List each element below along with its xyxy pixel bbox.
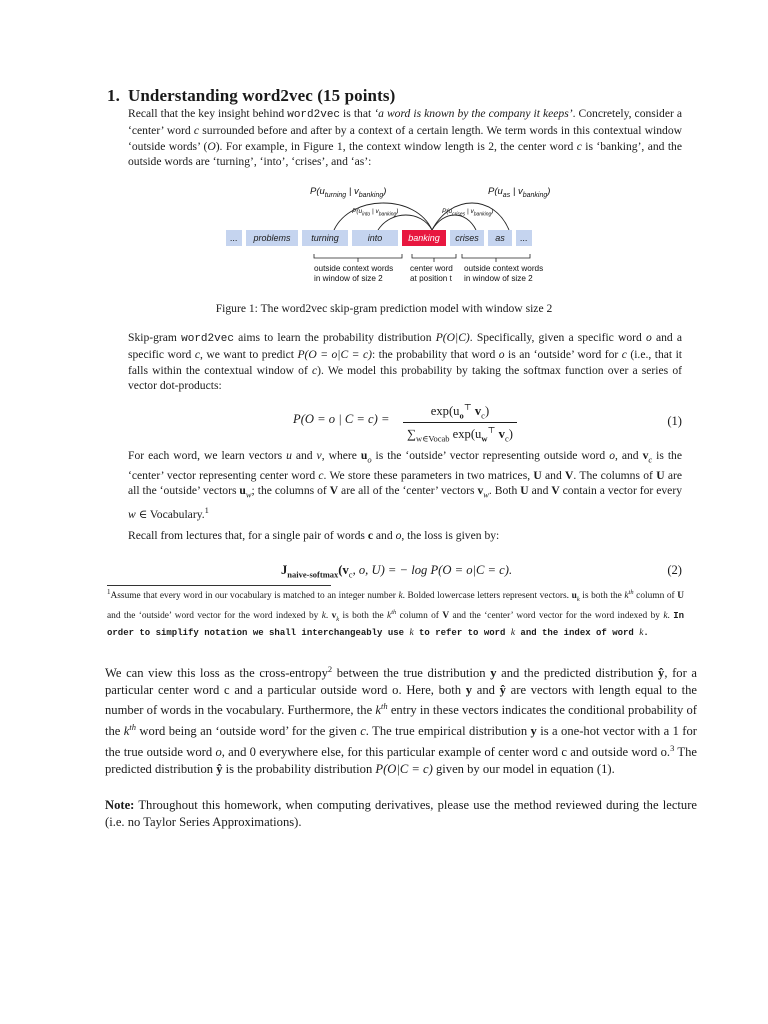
eq2-body — [281, 563, 512, 580]
text-run: and the ‘center’ word vector for the word indexed by — [449, 610, 664, 621]
text-run: contain a vector for every — [559, 484, 682, 498]
text-run: The predicted distribution — [105, 745, 697, 776]
math-var: k — [624, 591, 629, 602]
vectors-paragraph — [128, 448, 682, 522]
text-run: . Bolded lowercase letters represent vectors. — [402, 591, 572, 602]
text-run: and a specific word — [128, 331, 682, 362]
eq-text: , o, U) = − log P(O = o|C = c). — [352, 563, 513, 577]
math-expr: P(O = o|C = c) — [297, 348, 372, 362]
math-sub: k — [576, 596, 580, 603]
equation-1 — [128, 402, 682, 444]
prob-sub: as — [502, 191, 511, 199]
text-run: Skip-gram — [128, 331, 182, 344]
prob-as — [488, 186, 550, 199]
text-run: ; the columns of — [251, 484, 330, 498]
prob-into — [352, 208, 398, 217]
label-center — [410, 264, 453, 284]
math-var: o — [498, 348, 505, 362]
text-run: are vectors with length equal to the number of words in the vocabulary. Furthermore, the — [105, 682, 697, 718]
label-line: center word — [410, 264, 453, 273]
word-as: as — [488, 230, 512, 246]
text-run: ). For example, in Figure 1, the context window length is 2, the center word — [215, 139, 577, 153]
text-run: word being an ‘outside word’ for the given — [136, 724, 361, 739]
prob-close: ) — [396, 208, 399, 215]
math-var: V — [442, 610, 450, 621]
prob-sub: banking — [522, 191, 548, 199]
math-var: v — [331, 610, 337, 621]
math-var: U — [533, 468, 542, 482]
text-run: surrounded before and after by a context of a certain length. We term words in this contextual window ‘outside words’ ( — [128, 124, 682, 153]
math-var: y — [465, 682, 473, 697]
math-var: k — [123, 724, 130, 739]
word-problems: problems — [246, 230, 298, 246]
eq-text: exp(u — [430, 404, 460, 419]
quote-text: ‘a word is known by the company it keeps’ — [374, 107, 573, 120]
prob-text: | v — [346, 186, 359, 197]
text-run: is ‘banking’, and the outside words are ‘turning’, ‘into’, ‘crises’, and ‘as’: — [128, 139, 682, 169]
bracket-left — [314, 254, 402, 258]
eq-sup: ⊤ — [487, 424, 496, 435]
prob-close: ) — [383, 186, 387, 197]
text-run: . — [325, 610, 332, 621]
math-var: o — [609, 449, 615, 462]
code-word2vec: word2vec — [287, 109, 341, 121]
math-sub: c — [648, 454, 653, 465]
text-run: is a one-hot vector with a 1 for the true outside word — [105, 724, 697, 760]
text-run: and — [373, 529, 396, 542]
eq1-fraction — [403, 402, 517, 444]
eq-sub: naive-softmax — [287, 569, 339, 580]
math-var: c — [621, 348, 627, 362]
text-run: is that — [340, 107, 375, 120]
text-run: , for a particular center word c and a particular outside word o. Here, both — [105, 666, 697, 697]
prob-sub: crises — [452, 211, 466, 218]
prob-text: P(u — [310, 186, 325, 197]
prob-close: ) — [491, 208, 494, 215]
eq-sub: w∈Vocab — [415, 433, 450, 444]
math-var: O — [207, 139, 216, 153]
math-expr: P(O|C = c) — [375, 761, 433, 776]
text-run: given by our model in equation (1). — [432, 761, 615, 776]
text-run: . Concretely, consider a ‘center’ word — [128, 107, 682, 138]
prob-sub: banking — [473, 211, 492, 218]
math-var: c — [311, 363, 318, 377]
note-label: Note: — [105, 798, 135, 812]
text-bold: . — [643, 627, 649, 638]
math-var: k — [409, 627, 414, 638]
math-var: o — [215, 745, 222, 760]
word-banking-center: banking — [402, 230, 446, 246]
prob-sub: turning — [324, 191, 347, 199]
text-run: is both the — [579, 591, 625, 602]
text-bold: and the index of word — [515, 627, 640, 638]
section-number: 1. — [107, 86, 120, 105]
label-outside-right — [464, 264, 543, 284]
math-var: V — [551, 484, 560, 498]
math-var: V — [565, 468, 574, 482]
prob-text: P(u — [442, 208, 453, 215]
text-run: is an ‘outside’ word for — [504, 348, 622, 362]
text-run: , where — [321, 449, 361, 462]
math-sub: w — [483, 489, 489, 500]
skipgram-paragraph — [128, 330, 682, 394]
eq-sub: c — [504, 433, 509, 444]
text-run: For each word, we learn vectors — [128, 449, 287, 462]
prob-crises — [442, 208, 493, 217]
math-var: c — [576, 139, 582, 153]
text-run: are all of the ‘center’ vectors — [338, 484, 478, 498]
word-ellipsis-right: ... — [516, 230, 532, 246]
bracket-center — [412, 254, 456, 258]
text-bold: to refer to word — [413, 627, 511, 638]
loss-intro-paragraph — [128, 528, 682, 543]
text-run: , we want to predict — [199, 348, 298, 362]
text-run: . We store these parameters in two matrices, — [323, 468, 534, 482]
section-title — [107, 86, 395, 106]
text-run: and — [291, 449, 317, 462]
text-run: and the ‘outside’ word vector for the word indexed by — [107, 610, 322, 621]
prob-text: P(u — [352, 208, 363, 215]
prob-sub: into — [362, 211, 371, 218]
math-var: w — [128, 507, 136, 521]
text-run: and the predicted distribution — [496, 666, 659, 681]
text-run: Recall that the key insight behind — [128, 107, 288, 120]
math-sup: th — [391, 608, 397, 616]
prob-text: | v — [510, 186, 523, 197]
eq-sub: o — [459, 410, 464, 421]
math-var: v — [642, 449, 649, 462]
eq1-numerator — [403, 402, 517, 423]
eq-text: ∑ — [407, 426, 416, 441]
word-ellipsis-left: ... — [226, 230, 242, 246]
text-run: , the loss is given by: — [401, 529, 500, 542]
crossentropy-paragraph — [105, 661, 697, 777]
text-run: ). We model this probability by taking the softmax function over a series of vector dot-products: — [128, 363, 682, 393]
math-sub: k — [336, 615, 340, 623]
math-var: ŷ — [499, 682, 506, 697]
text-run: . The columns of — [573, 468, 657, 482]
prob-sub: banking — [378, 211, 397, 218]
text-run: column of — [633, 591, 678, 602]
eq-text: v — [495, 426, 505, 441]
text-run: , and 0 everywhere else, for this particular example of center word c and outside word o. — [221, 745, 671, 760]
eq-text: v — [471, 404, 482, 419]
text-run: Recall from lectures that, for a single pair of words — [128, 529, 368, 542]
label-line: at position t — [410, 274, 452, 283]
label-line: in window of size 2 — [314, 274, 383, 283]
math-var: c — [367, 529, 374, 542]
math-expr: P(O|C) — [435, 331, 470, 344]
prob-sub: banking — [358, 191, 384, 199]
label-line: outside context words — [314, 264, 394, 273]
math-var: k — [321, 610, 326, 621]
text-run: and — [541, 468, 566, 482]
text-run: . Both — [488, 484, 521, 498]
eq-text: ) — [484, 404, 490, 419]
math-var: c — [318, 468, 324, 482]
code-word2vec: word2vec — [181, 333, 234, 345]
text-run: We can view this loss as the cross-entropy — [105, 666, 328, 681]
eq-text: exp(u — [449, 426, 482, 441]
label-line: in window of size 2 — [464, 274, 533, 283]
text-bold: In order to simplify notation we shall interchangeably use — [107, 610, 685, 638]
eq-sub: w — [481, 433, 488, 444]
math-var: o — [395, 529, 402, 542]
math-var: U — [520, 484, 529, 498]
text-run: is the ‘outside’ vector representing outside word — [371, 449, 610, 462]
math-sub: w — [245, 489, 252, 500]
math-var: o — [645, 331, 652, 344]
math-var: y — [530, 724, 537, 739]
eq-text: (v — [338, 563, 349, 577]
text-run: is the probability distribution — [222, 761, 376, 776]
math-sup: th — [129, 722, 137, 733]
note-text: Throughout this homework, when computing derivatives, please use the method reviewed during the lecture (i.e. no Taylor Series Approximations). — [105, 798, 697, 829]
math-sup: th — [380, 701, 388, 712]
intro-paragraph — [128, 106, 682, 170]
prob-text: | v — [465, 208, 474, 215]
text-run: Assume that every word in our vocabulary is matched to an integer number — [110, 591, 399, 602]
word-sequence — [226, 230, 532, 246]
math-sub: o — [367, 454, 372, 465]
text-run: between the true distribution — [332, 666, 491, 681]
math-var: c — [360, 724, 366, 739]
figure-caption: Figure 1: The word2vec skip-gram prediction model with window size 2 — [215, 302, 553, 315]
prob-text: | v — [370, 208, 379, 215]
text-run: , and — [614, 449, 643, 462]
math-var: u — [286, 449, 292, 462]
text-run: is both the — [339, 610, 388, 621]
math-var: k — [639, 627, 644, 638]
math-sup: th — [628, 589, 634, 596]
label-line: outside context words — [464, 264, 544, 273]
text-run: (i.e., that it falls within the contextual window of — [128, 348, 683, 377]
eq1-lhs-text: P(O = o | C = c) = — [293, 412, 390, 426]
text-run: are all the ‘outside’ vectors — [128, 468, 682, 498]
text-run: ∈ Vocabulary. — [135, 507, 205, 521]
math-var: v — [316, 449, 322, 462]
math-var: y — [490, 666, 497, 681]
eq2-number: (2) — [667, 563, 682, 577]
math-var: u — [571, 591, 577, 602]
math-var: v — [477, 484, 484, 498]
footnote-marker: 1 — [204, 504, 209, 515]
math-var: ŷ — [658, 666, 665, 681]
text-run: . The true empirical distribution — [365, 724, 531, 739]
eq-text: ) — [508, 426, 513, 441]
eq-text: J — [281, 563, 288, 577]
eq1-number: (1) — [667, 414, 682, 428]
math-var: k — [510, 627, 516, 638]
word-crises: crises — [450, 230, 484, 246]
note-paragraph — [105, 797, 697, 830]
text-run: column of — [396, 610, 443, 621]
math-var: U — [677, 591, 684, 602]
math-var: k — [398, 591, 403, 602]
math-var: u — [239, 484, 246, 498]
eq-sub: c — [481, 410, 485, 421]
text-run: . Specifically, given a specific word — [469, 331, 646, 344]
footnote-marker: 2 — [327, 664, 333, 674]
text-run: aims to learn the probability distribution — [233, 331, 436, 344]
math-var: V — [329, 484, 339, 498]
prob-close: ) — [547, 186, 551, 197]
prob-turning — [310, 186, 386, 199]
word-turning: turning — [302, 230, 348, 246]
math-var: u — [360, 449, 368, 462]
footnote-1 — [107, 586, 684, 639]
text-run: entry in these vectors indicates the conditional probability of the — [105, 703, 697, 739]
math-var: k — [387, 610, 392, 621]
math-var: k — [375, 703, 381, 718]
eq-sub: c — [348, 569, 353, 580]
eq1-denominator — [403, 423, 517, 445]
bracket-right — [462, 254, 530, 258]
figure-skipgram — [226, 184, 566, 288]
text-run: and — [528, 484, 552, 498]
text-run: . — [667, 610, 674, 621]
math-var: k — [663, 610, 668, 621]
math-var: U — [656, 468, 665, 482]
math-var: c — [194, 348, 200, 362]
eq-sup: ⊤ — [463, 402, 472, 412]
eq1-lhs — [293, 412, 389, 427]
prob-text: P(u — [488, 186, 503, 197]
text-run: and — [472, 682, 500, 697]
equation-2 — [128, 563, 682, 581]
footnote-marker: 3 — [670, 742, 675, 753]
section-title-text: Understanding word2vec (15 points) — [127, 86, 396, 105]
math-var: ŷ — [216, 761, 223, 776]
math-var: c — [193, 124, 200, 138]
text-run: is the ‘center’ vector representing center word — [128, 449, 682, 482]
label-outside-left — [314, 264, 393, 284]
word-into: into — [352, 230, 398, 246]
footnote-mark: 1 — [107, 588, 111, 596]
text-run: : the probability that word — [371, 348, 499, 362]
